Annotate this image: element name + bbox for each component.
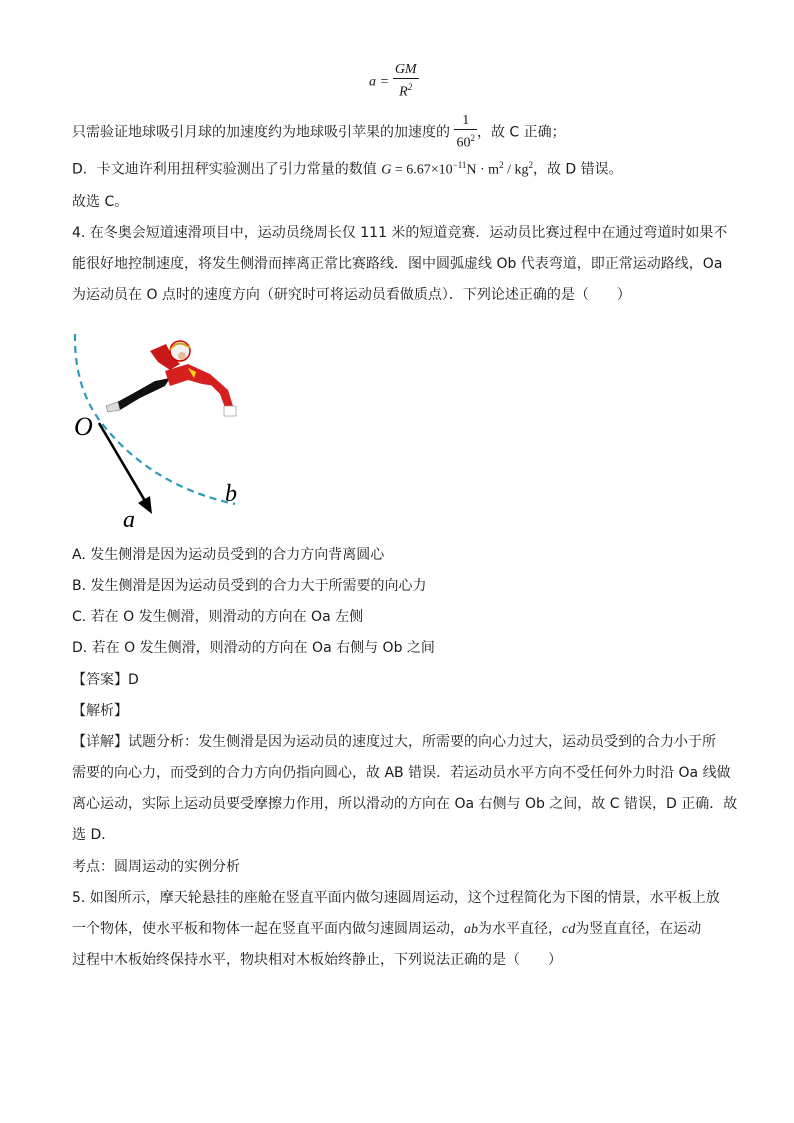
q4-line-3: 为运动员在 O 点时的速度方向（研究时可将运动员看做质点）．下列论述正确的是（ ） — [72, 287, 631, 303]
fraction-gm-r2: $\frac{GM}{R^2}$ — [394, 62, 417, 100]
curve-ob-dashed — [75, 334, 235, 504]
q4-option-d: D. 若在 O 发生侧滑，则滑动的方向在 Oa 右侧与 Ob 之间 — [72, 640, 435, 656]
skater-icon — [106, 341, 236, 416]
q4-detail-4: 选 D． — [72, 827, 116, 843]
q4-line-2: 能很好地控制速度，将发生侧滑而摔离正常比赛路线．图中圆弧虚线 Ob 代表弯道，即正常运动路线，Oa — [72, 256, 723, 272]
formula-gravity-acceleration: a = $\frac{GM}{R^2}$ — [369, 62, 417, 100]
q4-option-a: A. 发生侧滑是因为运动员受到的合力方向背离圆心 — [72, 547, 385, 563]
text-line-2: D．卡文迪许利用扭秤实验测出了引力常量的数值 $G = 6.67\times 10^{-11}N \cdot m^2 / kg^2$，故 D 错误。 — [72, 160, 623, 178]
velocity-arrow-oa — [99, 423, 148, 506]
label-b: b — [225, 481, 237, 507]
fraction-1-60sq: $\frac{1}{60^2}$ — [456, 113, 475, 151]
q4-analysis-title: 【解析】 — [72, 703, 128, 719]
q4-detail-3: 离心运动，实际上运动员要受摩擦力作用，所以滑动的方向在 Oa 右侧与 Ob 之间，故 C 错误，D 正确．故 — [72, 796, 738, 812]
q4-detail-1: 【详解】试题分析：发生侧滑是因为运动员的速度过大，所需要的向心力过大，运动员受到的合力小于所 — [72, 734, 716, 750]
text-line-1: 只需验证地球吸引月球的加速度约为地球吸引苹果的加速度的 $\frac{1}{60^2}$ ，故 C 正确； — [72, 113, 566, 151]
q4-option-c: C. 若在 O 发生侧滑，则滑动的方向在 Oa 左侧 — [72, 609, 364, 625]
label-o: O — [74, 412, 93, 441]
text-line-3: 故选 C。 — [72, 194, 129, 210]
q5-line-3: 过程中木板始终保持水平，物块相对木板始终静止，下列说法正确的是（ ） — [72, 952, 562, 968]
q4-answer: 【答案】D — [72, 672, 139, 688]
q5-line-1: 5. 如图所示，摩天轮悬挂的座舱在竖直平面内做匀速圆周运动，这个过程简化为下图的情景，水平板上放 — [72, 890, 720, 906]
q4-detail-2: 需要的向心力，而受到的合力方向仍指向圆心，故 AB 错误．若运动员水平方向不受任何外力时沿 Oa 线做 — [72, 765, 731, 781]
skating-curve-figure — [70, 326, 270, 536]
q4-kaodian: 考点：圆周运动的实例分析 — [72, 859, 240, 875]
q4-line-1: 4. 在冬奥会短道速滑项目中，运动员绕周长仅 111 米的短道竞赛．运动员比赛过程中在通过弯道时如果不 — [72, 225, 728, 241]
label-a: a — [123, 507, 135, 533]
q4-option-b: B. 发生侧滑是因为运动员受到的合力大于所需要的向心力 — [72, 578, 427, 594]
q5-line-2: 一个物体，使水平板和物体一起在竖直平面内做匀速圆周运动，ab为水平直径，cd为竖直直径，在运动 — [72, 921, 702, 937]
